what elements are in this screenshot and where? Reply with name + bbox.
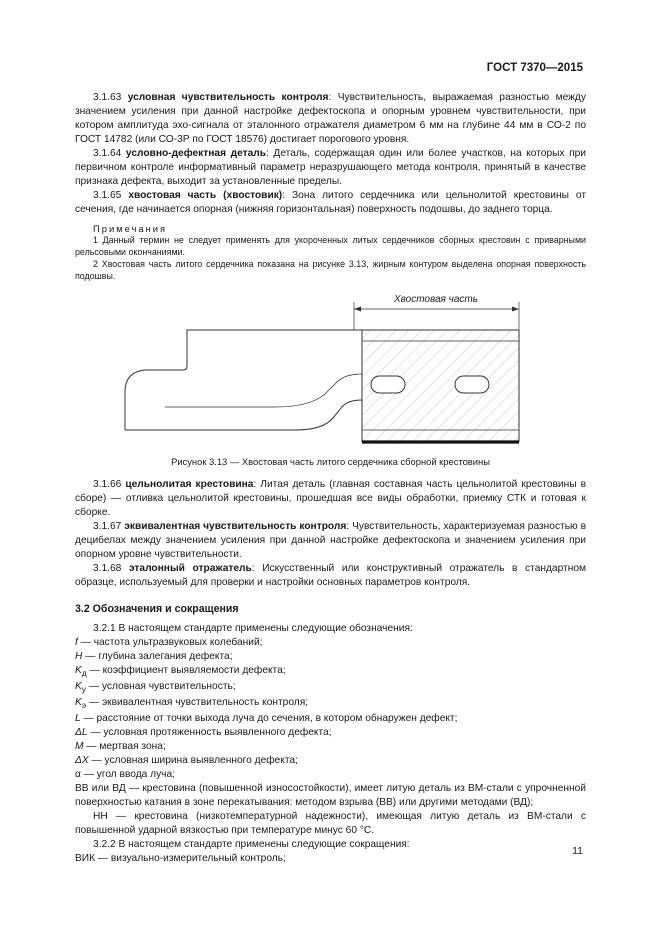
section-intro: 3.2.1 В настоящем стандарте применены следующие обозначения: [93, 623, 413, 634]
notes-heading: Примечания [93, 223, 168, 234]
terms-block-lower [75, 478, 586, 866]
arrow-left-icon [354, 307, 361, 312]
symbol-item: L — расстояние от точки выхода луча до сечения, в котором обнаружен дефект; [75, 713, 458, 725]
symbol-item: $K_д$ — коэффициент выявляемости дефекта; [75, 665, 286, 679]
section-intro-2: 3.2.2 В настоящем стандарте применены следующие сокращения: [93, 839, 410, 851]
figure-caption: Рисунок 3.13 — Хвостовая часть литого сердечника сборной крестовины [171, 456, 490, 467]
term-3-1-63: 3.1.63 условная чувствительность контроля: Чувствительность, выражаемая разностью между значением усиления при данной настройке дефектоскопа и опорным уровнем чувствительности, при котором амплитуда эхо-сигнала от эталонного отражателя диаметром 6 мм на глубине 44 мм в СО-2 по ГОСТ 14782 (или СО-3Р по ГОСТ 18576) достигает порогового уровня. [75, 92, 586, 145]
symbol-item: ΔL — условная протяженность выявленного дефекта; [75, 727, 332, 739]
abbr-item: ВИК — визуально-измерительный контроль; [75, 853, 286, 865]
document-code: ГОСТ 7370—2015 [486, 62, 583, 74]
symbol-item: $K_у$ — условная чувствительность; [75, 681, 236, 695]
symbol-item: H — глубина залегания дефекта; [75, 651, 233, 662]
note-2: 2 Хвостовая часть литого сердечника показана на рисунке 3.13, жирным контуром выделена опорная поверхность подошвы. [75, 259, 586, 281]
para-vv-vd: ВВ или ВД — крестовина (повышенной износостойкости), имеет литую деталь из ВМ-стали с упрочненной поверхностью катания в зоне перекатывания: методом взрыва (ВВ) или другими методами (ВД); [75, 783, 586, 809]
note-1: 1 Данный термин не следует применять для укороченных литых сердечников сборных крестовин с приварными рельсовыми окончаниями. [75, 235, 586, 257]
symbol-item: M — мертвая зона; [75, 741, 166, 753]
term-3-1-66: 3.1.66 цельнолитая крестовина: Литая деталь (главная составная часть цельнолитой крестовины в сборе) — отливка цельнолитой крестовины, прошедшая все виды обработки, приемку СТК и готовая к сборке. [75, 479, 586, 518]
section-title: 3.2 Обозначения и сокращения [75, 603, 239, 615]
term-3-1-67: 3.1.67 эквивалентная чувствительность контроля: Чувствительность, характеризуемая разностью в децибелах между значением усиления при данной настройке дефектоскопа и значением усиления при опорном уровне чувствительности. [75, 521, 586, 560]
term-3-1-68: 3.1.68 эталонный отражатель: Искусственный или конструктивный отражатель в стандартном образце, используемый для проверки и настройки основных параметров контроля. [75, 563, 586, 588]
symbols-list [75, 636, 586, 782]
bolt-hole-1 [371, 376, 405, 393]
term-3-1-65: 3.1.65 хвостовая часть (хвостовик): Зона литого сердечника или цельнолитой крестовины от сечения, где начинается опорная (нижняя горизонтальная) поверхность подошвы, до заднего торца. [75, 190, 586, 215]
figure-tail-part-drawing [75, 282, 586, 452]
term-3-1-64: 3.1.64 условно-дефектная деталь: Деталь, содержащая один или более участков, на которых при первичном контроле информативный параметр неразрушающего метода контроля, принятый в качестве признака дефекта, выходит за установленные пределы. [75, 148, 586, 187]
page-number: 11 [572, 845, 583, 857]
bolt-hole-2 [455, 376, 489, 393]
terms-block-upper [75, 91, 586, 283]
symbol-item: α — угол ввода луча; [75, 769, 175, 781]
figure-label: Хвостовая часть [393, 294, 479, 305]
para-nn: НН — крестовина (низкотемпературной надежности), имеющая литую деталь из ВМ-стали с повышенной ударной вязкостью при температуре минус 60 °С. [75, 811, 586, 837]
symbol-item: f — частота ультразвуковых колебаний; [75, 637, 263, 648]
symbol-item: $K_э$ — эквивалентная чувствительность контроля; [75, 697, 309, 711]
arrow-right-icon [512, 307, 519, 312]
symbol-item: ΔX — условная ширина выявленного дефекта; [75, 755, 298, 767]
